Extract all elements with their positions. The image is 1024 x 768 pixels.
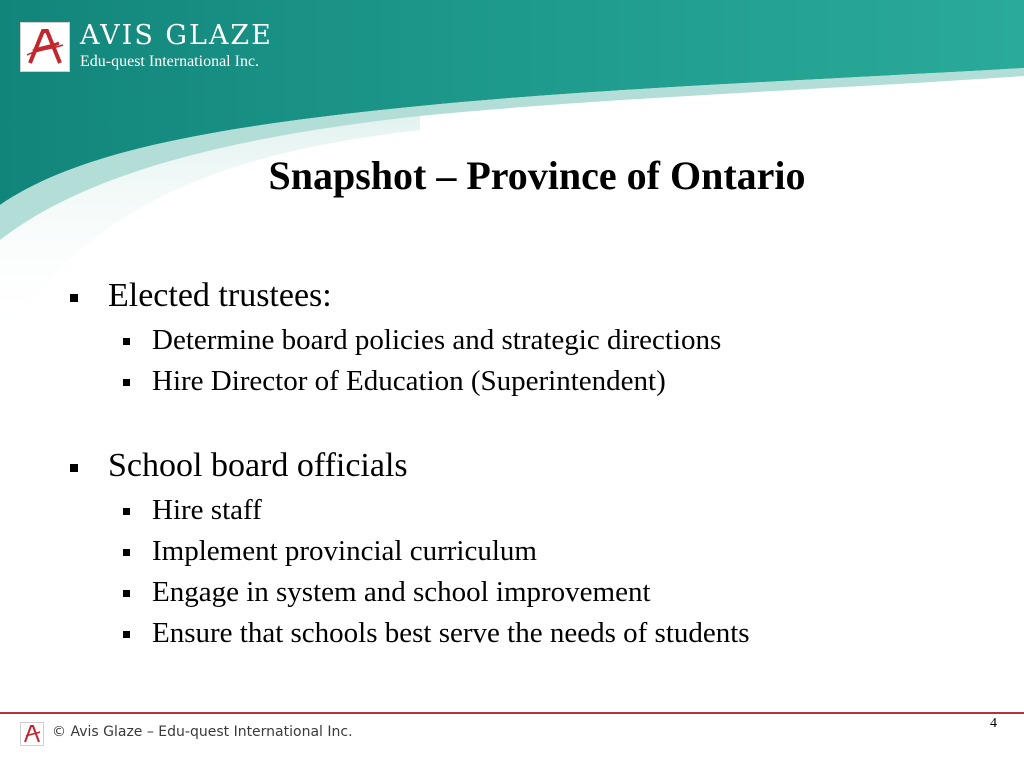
avis-glaze-small-logo-icon <box>20 722 44 746</box>
bullet-square-icon <box>70 294 78 302</box>
sub-bullet-square-icon <box>123 379 130 386</box>
footer-divider <box>0 712 1024 714</box>
brand-name: AVIS GLAZE <box>80 20 273 51</box>
page-number: 4 <box>990 716 997 731</box>
list-item: Implement provincial curriculum <box>152 535 537 567</box>
list-item: Ensure that schools best serve the needs of students <box>152 617 750 649</box>
section-heading-school-board-officials: School board officials <box>108 447 408 484</box>
sub-bullet-square-icon <box>123 549 130 556</box>
sub-bullet-square-icon <box>123 508 130 515</box>
list-item: Hire staff <box>152 494 262 526</box>
footer-copyright: © Avis Glaze – Edu-quest International Inc. <box>52 724 353 740</box>
list-item: Hire Director of Education (Superintendent) <box>152 365 666 397</box>
list-item: Determine board policies and strategic directions <box>152 324 722 356</box>
bullet-square-icon <box>70 464 78 472</box>
sub-bullet-square-icon <box>123 338 130 345</box>
section-heading-elected-trustees: Elected trustees: <box>108 277 332 314</box>
sub-bullet-square-icon <box>123 590 130 597</box>
slide-title: Snapshot – Province of Ontario <box>268 153 806 198</box>
list-item: Engage in system and school improvement <box>152 576 651 608</box>
sub-bullet-square-icon <box>123 631 130 638</box>
avis-glaze-logo-icon <box>20 22 70 72</box>
brand-subtitle: Edu-quest International Inc. <box>80 53 260 70</box>
